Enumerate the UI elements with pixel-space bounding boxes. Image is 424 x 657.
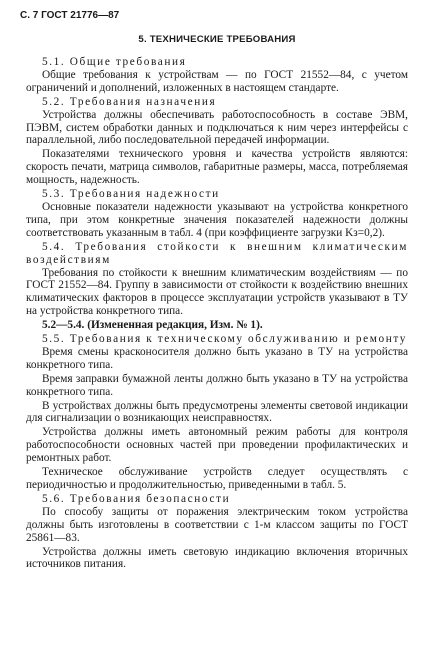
paragraph: В устройствах должны быть предусмотрены элементы световой индикации для сигнализации о возникающих неисправностях.	[26, 399, 408, 425]
subsection-heading-5-3: 5.3. Требования надежности	[42, 188, 220, 201]
page-header: С. 7 ГОСТ 21776—87	[20, 10, 120, 21]
subsection-heading-5-2: 5.2. Требования назначения	[42, 95, 217, 108]
paragraph: Устройства должны обеспечивать работоспособность в составе ЭВМ, ПЭВМ, систем обработки данных и подключаться к ним через интерфейсы с параллельной, либо последовательной передачей информации.	[26, 108, 408, 147]
subsection-heading-5-1: 5.1. Общие требования	[42, 56, 187, 68]
subsection-heading-5-4: 5.4. Требования стойкости к внешним климатическим воздействиям	[26, 240, 408, 266]
amendment-note: 5.2—5.4. (Измененная редакция, Изм. № 1).	[42, 319, 263, 332]
paragraph: Техническое обслуживание устройств следует осуществлять с периодичностью и продолжительностью, приведенными в табл. 5.	[26, 466, 408, 491]
paragraph: Общие требования к устройствам — по ГОСТ 21552—84, с учетом ограничений и дополнений, изложенных в настоящем стандарте.	[26, 68, 408, 94]
paragraph: Показателями технического уровня и качества устройств являются: скорость печати, матрица символов, габаритные размеры, масса, потребляемая мощность, надежность.	[26, 148, 408, 187]
paragraph: Устройства должны иметь световую индикацию включения вторичных источников питания.	[26, 545, 408, 571]
paragraph: Время заправки бумажной ленты должно быть указано в ТУ на устройства конкретного типа.	[26, 372, 408, 398]
paragraph: По способу защиты от поражения электрическим током устройства должны быть изготовлены в соответствии с 1-м классом защиты по ГОСТ 25861—83.	[26, 505, 408, 544]
paragraph: Требования по стойкости к внешним климатическим воздействиям — по ГОСТ 21552—84. Группу в зависимости от стойкости к воздействию внешних климатических факторов в процессе эксплуатации устройств указывают в ТУ на устройства конкретного типа.	[26, 266, 408, 318]
subsection-heading-5-6: 5.6. Требования безопасности	[42, 492, 231, 505]
paragraph: Устройства должны иметь автономный режим работы для контроля работоспособности основных частей при проведении профилактических и ремонтных работ.	[26, 426, 408, 465]
paragraph: Основные показатели надежности указывают на устройства конкретного типа, при этом конкретные значения показателей надежности должны соответствовать указанным в табл. 4 (при коэффициенте загрузки Kз=0,2).	[26, 200, 408, 239]
paragraph: Время смены красконосителя должно быть указано в ТУ на устройства конкретного типа.	[26, 345, 408, 371]
section-title: 5. ТЕХНИЧЕСКИЕ ТРЕБОВАНИЯ	[138, 34, 296, 45]
subsection-heading-5-5: 5.5. Требования к техническому обслуживанию и ремонту	[42, 333, 407, 346]
